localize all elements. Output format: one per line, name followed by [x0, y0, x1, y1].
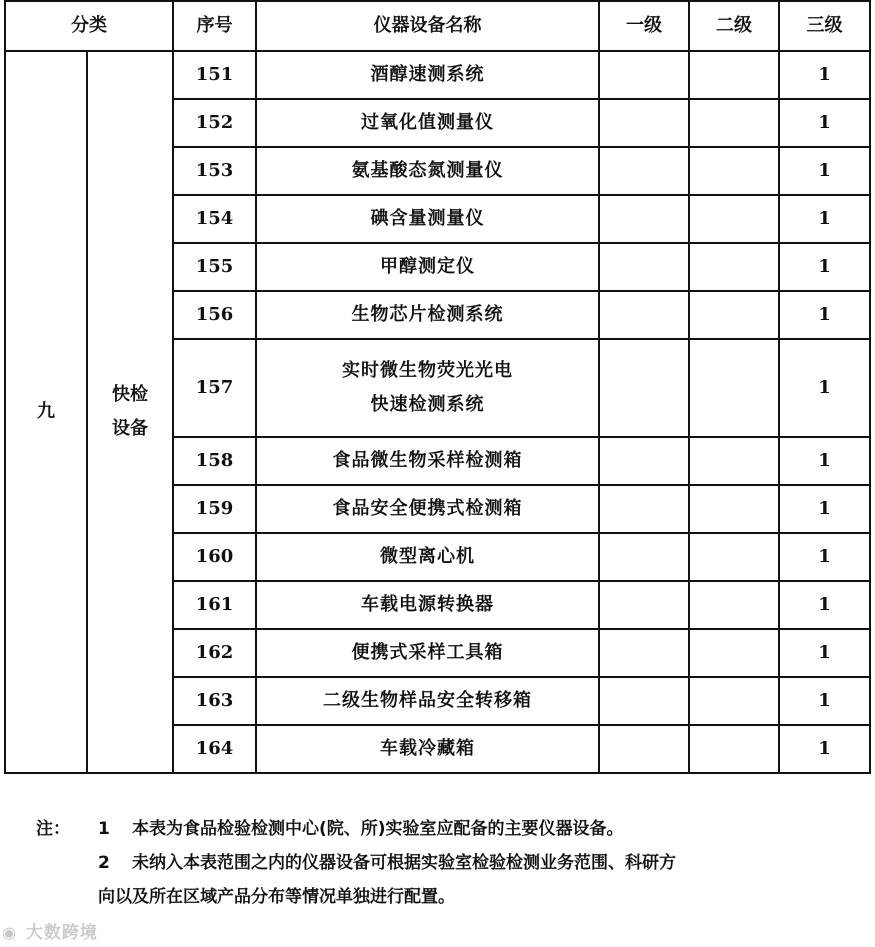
level1-cell [599, 725, 689, 773]
level3-cell: 1 [779, 147, 870, 195]
camera-icon: ◉ [2, 923, 17, 942]
level2-cell [689, 291, 779, 339]
level2-cell [689, 243, 779, 291]
level3-cell: 1 [779, 581, 870, 629]
equipment-name: 食品微生物采样检测箱 [256, 437, 599, 485]
equipment-name-line: 实时微生物荧光光电 [342, 359, 513, 381]
equipment-name [256, 339, 599, 437]
row-number: 154 [173, 195, 256, 243]
header-level1: 一级 [599, 1, 689, 51]
watermark-text: 大数跨境 [25, 923, 98, 943]
equipment-name: 车载冷藏箱 [256, 725, 599, 773]
level1-cell [599, 243, 689, 291]
level3-cell: 1 [779, 243, 870, 291]
row-number: 153 [173, 147, 256, 195]
equipment-name: 微型离心机 [256, 533, 599, 581]
level3-cell: 1 [779, 99, 870, 147]
level3-cell: 1 [779, 51, 870, 99]
level1-cell [599, 485, 689, 533]
level3-cell: 1 [779, 725, 870, 773]
level3-cell: 1 [779, 195, 870, 243]
level1-cell [599, 339, 689, 437]
level2-cell [689, 677, 779, 725]
level2-cell [689, 533, 779, 581]
category-sub-line: 快检 [112, 383, 148, 405]
notes-section [36, 812, 866, 914]
level2-cell [689, 485, 779, 533]
header-level3: 三级 [779, 1, 870, 51]
level1-cell [599, 437, 689, 485]
level1-cell [599, 533, 689, 581]
row-number: 163 [173, 677, 256, 725]
note-text: 未纳入本表范围之内的仪器设备可根据实验室检验检测业务范围、科研方 [132, 853, 676, 873]
level2-cell [689, 437, 779, 485]
note-text: 本表为食品检验检测中心(院、所)实验室应配备的主要仪器设备。 [132, 819, 624, 839]
row-number: 159 [173, 485, 256, 533]
level2-cell [689, 195, 779, 243]
level1-cell [599, 629, 689, 677]
level2-cell [689, 339, 779, 437]
level1-cell [599, 677, 689, 725]
level3-cell: 1 [779, 533, 870, 581]
equipment-name: 碘含量测量仪 [256, 195, 599, 243]
level3-cell: 1 [779, 677, 870, 725]
table-row [5, 51, 870, 99]
level1-cell [599, 195, 689, 243]
level1-cell [599, 99, 689, 147]
category-main: 九 [5, 51, 87, 773]
row-number: 152 [173, 99, 256, 147]
note-index: 2 [98, 853, 110, 873]
level1-cell [599, 51, 689, 99]
note-continuation: 向以及所在区域产品分布等情况单独进行配置。 [98, 887, 455, 907]
level2-cell [689, 51, 779, 99]
category-sub-line: 设备 [112, 418, 148, 439]
equipment-name: 车载电源转换器 [256, 581, 599, 629]
level2-cell [689, 147, 779, 195]
level3-cell: 1 [779, 437, 870, 485]
header-category: 分类 [5, 1, 173, 51]
level1-cell [599, 147, 689, 195]
level1-cell [599, 291, 689, 339]
table-header-row [5, 1, 870, 51]
header-level2: 二级 [689, 1, 779, 51]
equipment-table [4, 0, 871, 774]
row-number: 155 [173, 243, 256, 291]
notes-prefix: 注： [36, 819, 70, 839]
level2-cell [689, 581, 779, 629]
equipment-name: 甲醇测定仪 [256, 243, 599, 291]
level2-cell [689, 99, 779, 147]
level3-cell: 1 [779, 339, 870, 437]
level2-cell [689, 725, 779, 773]
row-number: 164 [173, 725, 256, 773]
level3-cell: 1 [779, 485, 870, 533]
row-number: 156 [173, 291, 256, 339]
equipment-name: 酒醇速测系统 [256, 51, 599, 99]
watermark [2, 918, 98, 943]
row-number: 161 [173, 581, 256, 629]
equipment-name: 生物芯片检测系统 [256, 291, 599, 339]
level3-cell: 1 [779, 629, 870, 677]
row-number: 162 [173, 629, 256, 677]
level1-cell [599, 581, 689, 629]
row-number: 158 [173, 437, 256, 485]
row-number: 160 [173, 533, 256, 581]
level2-cell [689, 629, 779, 677]
level3-cell: 1 [779, 291, 870, 339]
header-seq: 序号 [173, 1, 256, 51]
category-sub [87, 51, 173, 773]
equipment-name: 二级生物样品安全转移箱 [256, 677, 599, 725]
equipment-name: 食品安全便携式检测箱 [256, 485, 599, 533]
equipment-name-line: 快速检测系统 [370, 394, 485, 415]
header-name: 仪器设备名称 [256, 1, 599, 51]
note-item [36, 812, 866, 846]
row-number: 151 [173, 51, 256, 99]
equipment-name: 过氧化值测量仪 [256, 99, 599, 147]
equipment-name: 氨基酸态氮测量仪 [256, 147, 599, 195]
equipment-name: 便携式采样工具箱 [256, 629, 599, 677]
note-index: 1 [98, 819, 110, 839]
note-item [36, 846, 866, 880]
row-number: 157 [173, 339, 256, 437]
